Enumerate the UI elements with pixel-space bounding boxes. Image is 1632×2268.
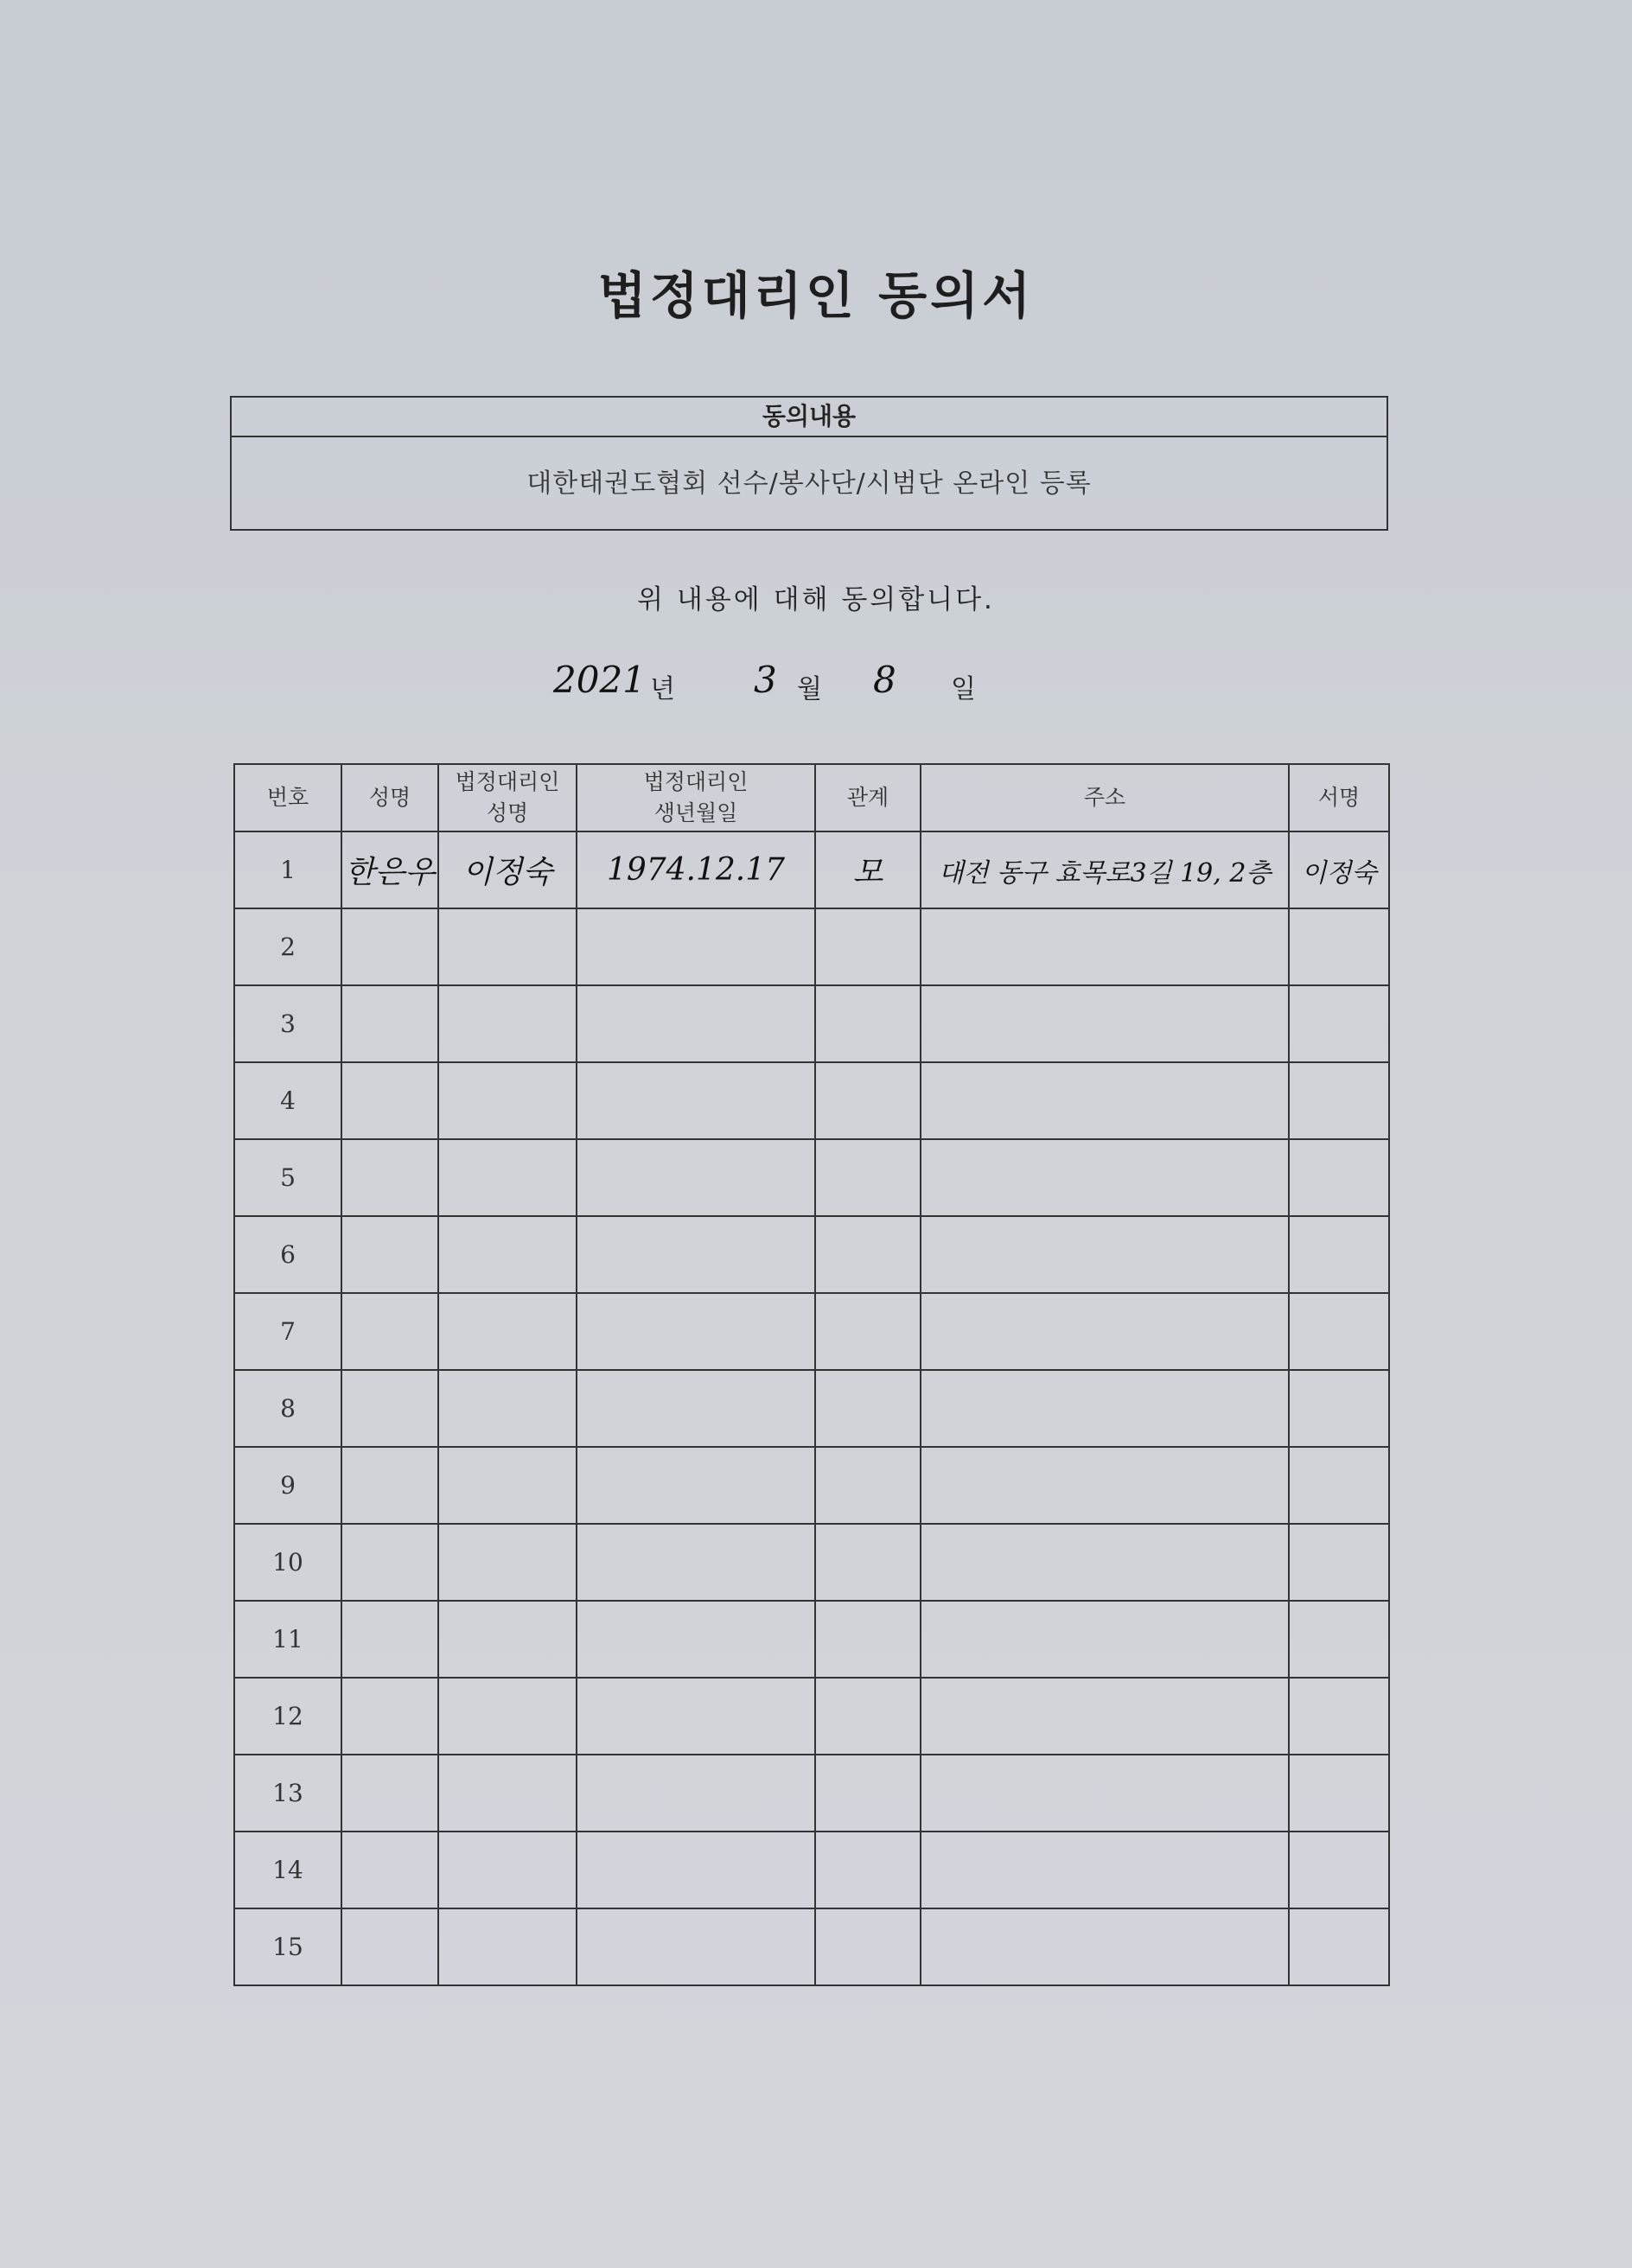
cell-no: 3 (234, 985, 341, 1062)
guardian-table (233, 763, 1390, 1986)
cell-guardian-name (438, 1601, 577, 1678)
cell-guardian-birth (577, 1062, 815, 1139)
table-row (234, 1755, 1389, 1832)
table-row (234, 1524, 1389, 1601)
cell-guardian-name (438, 1216, 577, 1293)
cell-name (341, 1908, 438, 1985)
header-guardian-name-line1: 법정대리인 (455, 769, 560, 794)
cell-address (921, 1293, 1289, 1370)
cell-guardian-birth (577, 1832, 815, 1908)
table-row (234, 1832, 1389, 1908)
cell-guardian-birth (577, 1678, 815, 1755)
cell-guardian-name (438, 985, 577, 1062)
cell-name (341, 1755, 438, 1832)
table-row (234, 1370, 1389, 1447)
cell-signature (1289, 985, 1389, 1062)
cell-guardian-name (438, 1832, 577, 1908)
cell-relation (815, 1139, 921, 1216)
date-month-handwritten: 3 (754, 659, 777, 701)
cell-relation (815, 1832, 921, 1908)
cell-address (921, 1216, 1289, 1293)
cell-no: 10 (234, 1524, 341, 1601)
cell-name (341, 1447, 438, 1524)
cell-no: 11 (234, 1601, 341, 1678)
consent-box (230, 396, 1388, 531)
cell-signature (1289, 1370, 1389, 1447)
table-row (234, 985, 1389, 1062)
cell-guardian-name (438, 1447, 577, 1524)
cell-guardian-name (438, 1293, 577, 1370)
cell-signature (1289, 1832, 1389, 1908)
cell-address (921, 1601, 1289, 1678)
date-day-label: 일 (951, 674, 976, 704)
table-row (234, 908, 1389, 985)
cell-guardian-birth (577, 1139, 815, 1216)
cell-no: 13 (234, 1755, 341, 1832)
cell-address (921, 1370, 1289, 1447)
header-guardian-name (438, 764, 577, 831)
cell-guardian-birth (577, 908, 815, 985)
table-row (234, 1678, 1389, 1755)
cell-signature (1289, 1062, 1389, 1139)
table-row (234, 1139, 1389, 1216)
cell-address (921, 985, 1289, 1062)
date-year-handwritten: 2021 (553, 659, 646, 701)
cell-address (921, 908, 1289, 985)
header-name: 성명 (341, 764, 438, 831)
cell-name (341, 1678, 438, 1755)
cell-relation (815, 1908, 921, 1985)
header-signature: 서명 (1289, 764, 1389, 831)
cell-relation (815, 1216, 921, 1293)
header-no: 번호 (234, 764, 341, 831)
cell-no: 9 (234, 1447, 341, 1524)
header-relation: 관계 (815, 764, 921, 831)
table-row (234, 831, 1389, 908)
cell-no: 15 (234, 1908, 341, 1985)
cell-signature: 이정숙 (1289, 831, 1389, 908)
cell-relation (815, 1447, 921, 1524)
cell-signature (1289, 1447, 1389, 1524)
cell-no: 12 (234, 1678, 341, 1755)
cell-address (921, 1139, 1289, 1216)
cell-address: 대전 동구 효목로3길 19, 2층 (921, 831, 1289, 908)
cell-name (341, 1370, 438, 1447)
cell-relation (815, 1601, 921, 1678)
cell-no: 14 (234, 1832, 341, 1908)
table-body (234, 831, 1389, 1985)
cell-name (341, 985, 438, 1062)
cell-guardian-name: 이정숙 (438, 831, 577, 908)
cell-relation (815, 1678, 921, 1755)
cell-guardian-birth (577, 1293, 815, 1370)
cell-address (921, 1755, 1289, 1832)
cell-relation (815, 1370, 921, 1447)
agreement-text: 위 내용에 대해 동의합니다. (637, 584, 995, 615)
header-guardian-birth (577, 764, 815, 831)
cell-guardian-name (438, 1062, 577, 1139)
cell-guardian-birth: 1974.12.17 (577, 831, 815, 908)
table-row (234, 1908, 1389, 1985)
cell-guardian-name (438, 1524, 577, 1601)
cell-name (341, 1216, 438, 1293)
cell-signature (1289, 1755, 1389, 1832)
cell-name: 한은우 (341, 831, 438, 908)
cell-name (341, 1832, 438, 1908)
cell-signature (1289, 1524, 1389, 1601)
cell-address (921, 1832, 1289, 1908)
cell-name (341, 1601, 438, 1678)
cell-signature (1289, 1293, 1389, 1370)
cell-name (341, 1293, 438, 1370)
date-year-label: 년 (650, 674, 675, 704)
cell-signature (1289, 908, 1389, 985)
table-row (234, 1293, 1389, 1370)
cell-signature (1289, 1139, 1389, 1216)
cell-guardian-name (438, 1370, 577, 1447)
cell-signature (1289, 1908, 1389, 1985)
consent-box-header: 동의내용 (232, 398, 1387, 437)
table-row (234, 1447, 1389, 1524)
cell-guardian-birth (577, 1601, 815, 1678)
cell-no: 6 (234, 1216, 341, 1293)
cell-guardian-birth (577, 1524, 815, 1601)
header-guardian-name-line2: 성명 (486, 800, 529, 825)
table-row (234, 1062, 1389, 1139)
cell-name (341, 1139, 438, 1216)
header-guardian-birth-line2: 생년월일 (653, 800, 738, 825)
cell-no: 1 (234, 831, 341, 908)
cell-guardian-birth (577, 1447, 815, 1524)
cell-guardian-name (438, 1139, 577, 1216)
cell-name (341, 1524, 438, 1601)
cell-guardian-name (438, 1755, 577, 1832)
cell-address (921, 1524, 1289, 1601)
cell-guardian-name (438, 1678, 577, 1755)
cell-guardian-birth (577, 1370, 815, 1447)
cell-relation (815, 908, 921, 985)
cell-relation (815, 1062, 921, 1139)
date-line (553, 659, 1089, 710)
cell-guardian-birth (577, 1216, 815, 1293)
cell-relation (815, 1524, 921, 1601)
cell-relation (815, 985, 921, 1062)
cell-no: 4 (234, 1062, 341, 1139)
cell-name (341, 908, 438, 985)
cell-no: 5 (234, 1139, 341, 1216)
cell-guardian-birth (577, 985, 815, 1062)
cell-guardian-name (438, 908, 577, 985)
cell-address (921, 1062, 1289, 1139)
cell-relation: 모 (815, 831, 921, 908)
table-header-row (234, 764, 1389, 831)
cell-address (921, 1678, 1289, 1755)
consent-box-content: 대한태권도협회 선수/봉사단/시범단 온라인 등록 (526, 468, 1092, 499)
header-address: 주소 (921, 764, 1289, 831)
cell-no: 7 (234, 1293, 341, 1370)
table-row (234, 1601, 1389, 1678)
date-day-handwritten: 8 (873, 659, 896, 701)
cell-name (341, 1062, 438, 1139)
cell-relation (815, 1293, 921, 1370)
cell-address (921, 1447, 1289, 1524)
cell-relation (815, 1755, 921, 1832)
table-row (234, 1216, 1389, 1293)
cell-signature (1289, 1216, 1389, 1293)
cell-no: 2 (234, 908, 341, 985)
cell-guardian-birth (577, 1908, 815, 1985)
cell-signature (1289, 1678, 1389, 1755)
cell-guardian-birth (577, 1755, 815, 1832)
cell-no: 8 (234, 1370, 341, 1447)
cell-signature (1289, 1601, 1389, 1678)
date-month-label: 월 (797, 674, 822, 704)
document-title: 법정대리인 동의서 (597, 266, 1035, 325)
cell-address (921, 1908, 1289, 1985)
header-guardian-birth-line1: 법정대리인 (643, 769, 749, 794)
cell-guardian-name (438, 1908, 577, 1985)
